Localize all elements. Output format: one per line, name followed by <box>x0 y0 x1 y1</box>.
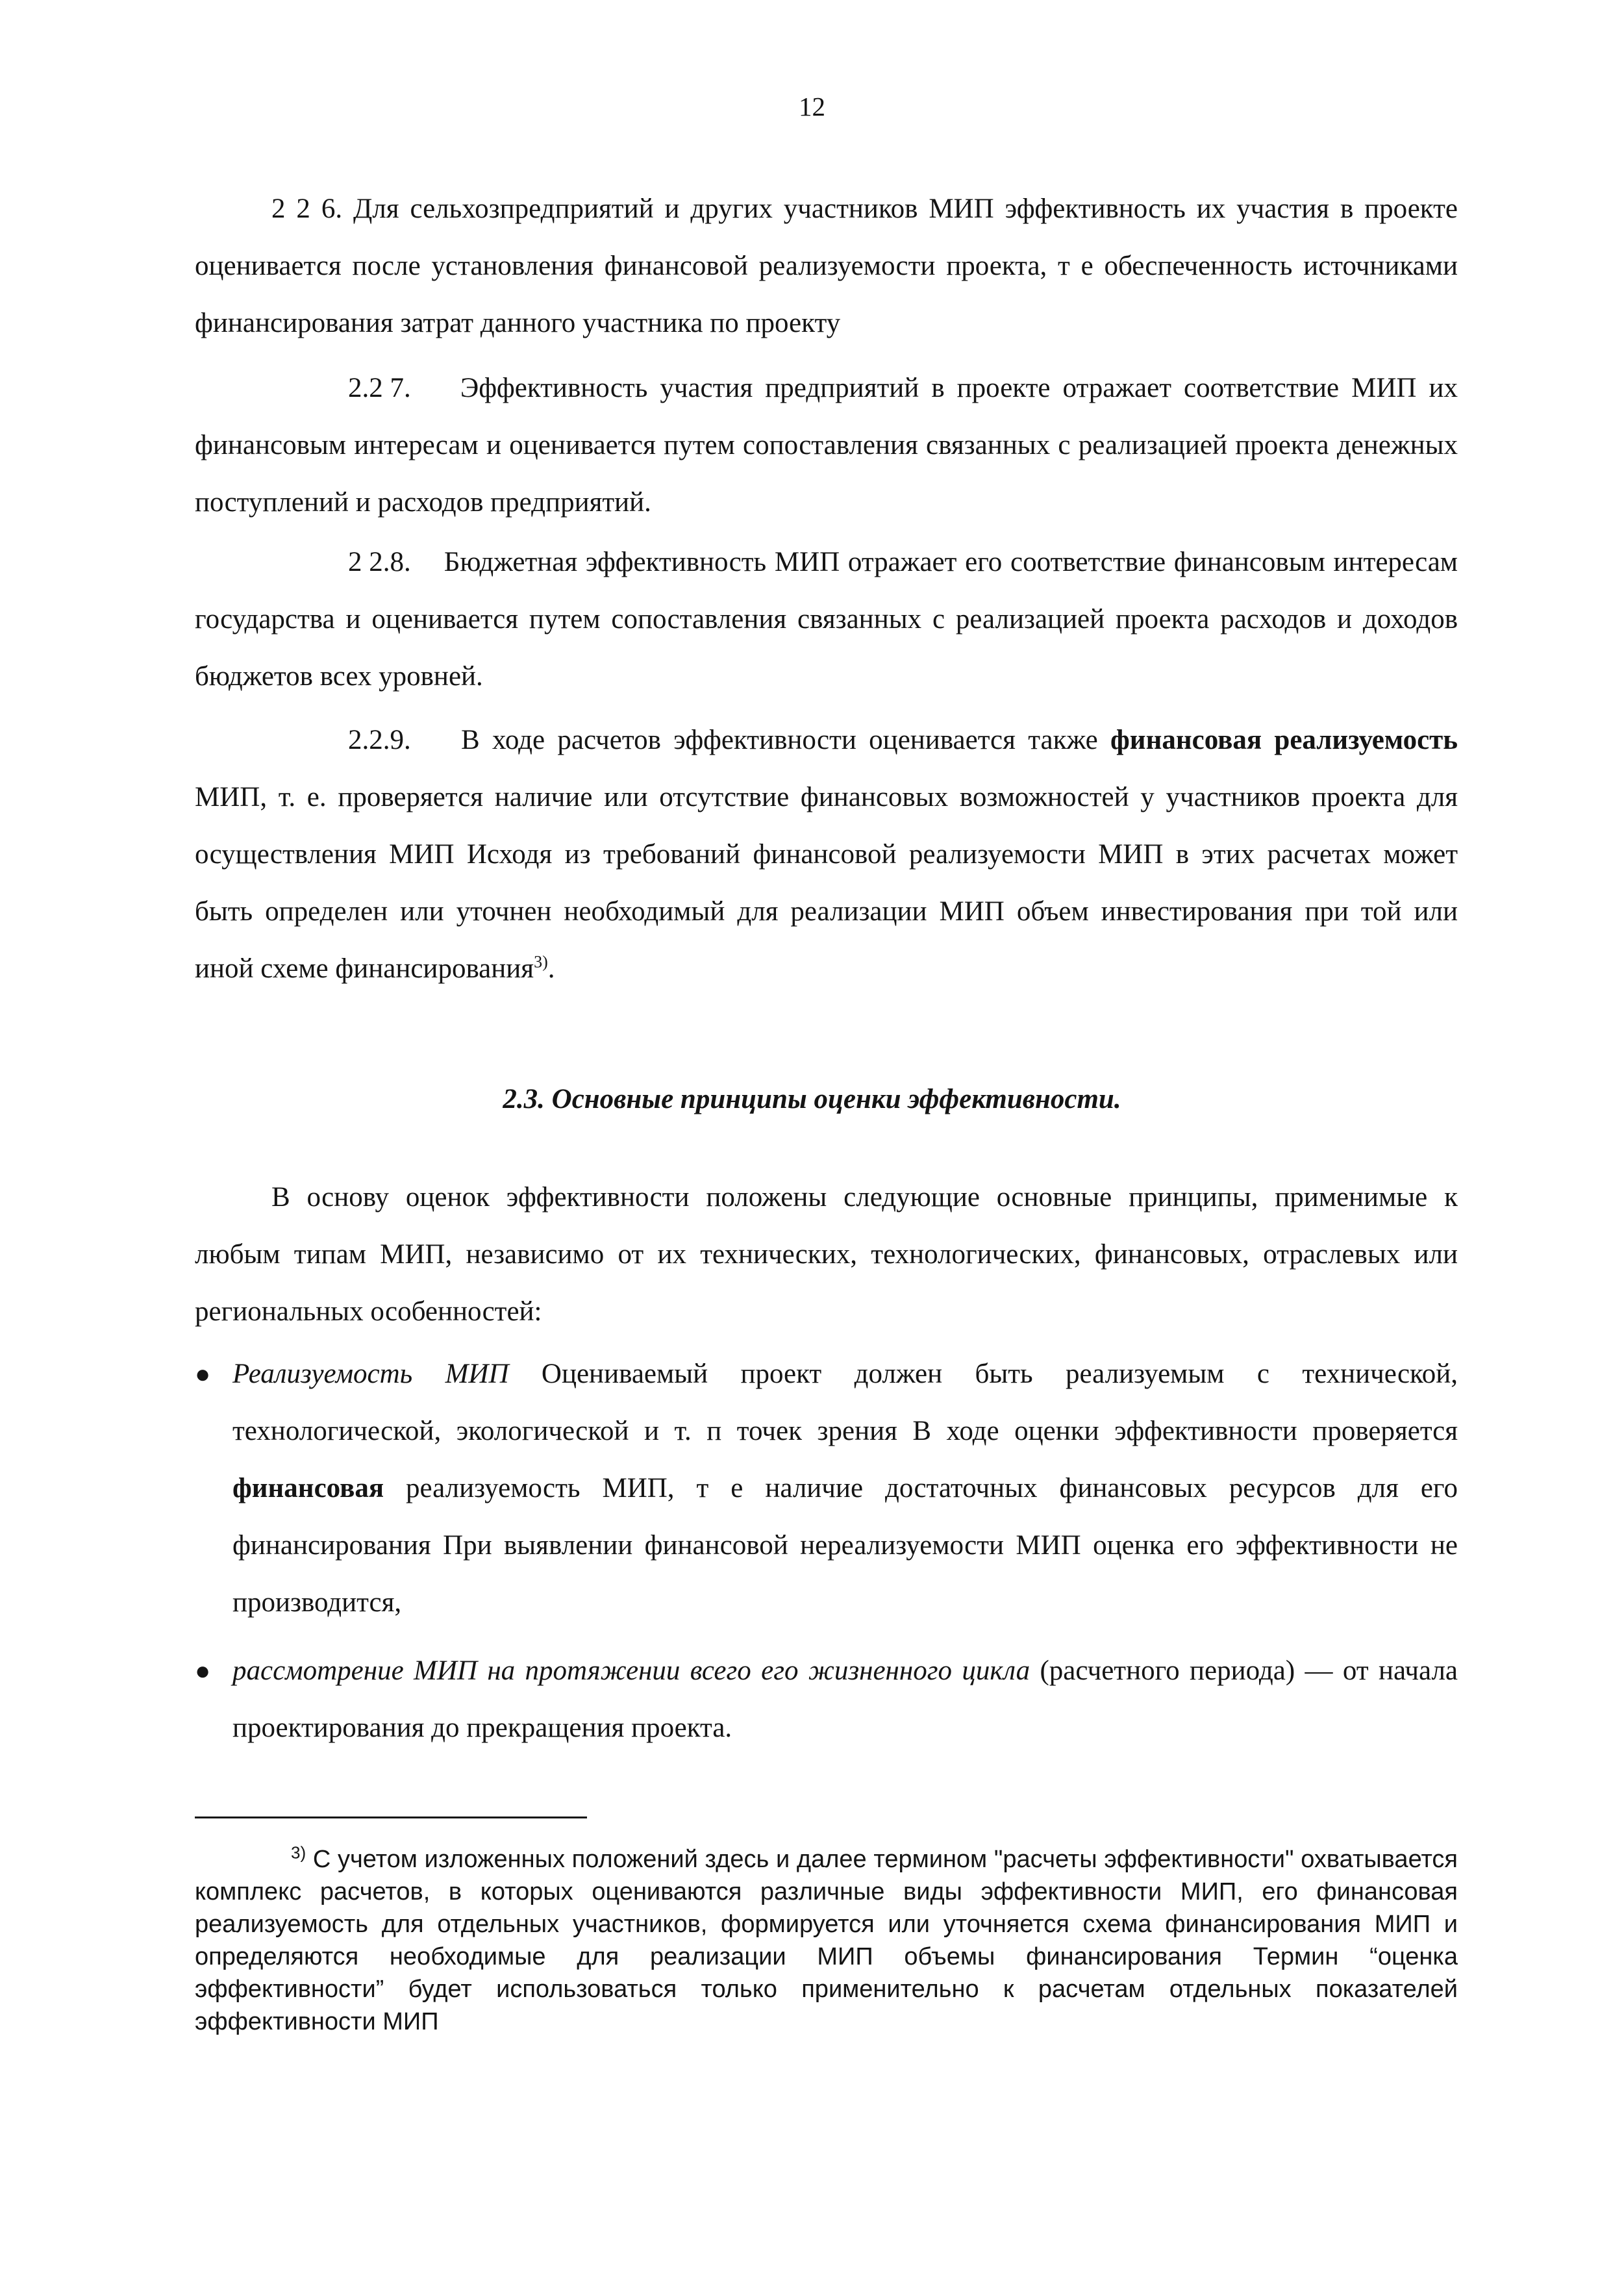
intro-text: В основу оценок эффективности положены следующие основные принципы, применимые к любым типам МИП, независимо от их технических, технологических, финансовых, отраслевых или региональных особенностей: <box>195 1182 1458 1327</box>
bold-term: финансовая реализуемость <box>1110 725 1458 755</box>
principles-list <box>195 1346 1458 1768</box>
paragraph-text: В ходе расчетов эффективности оценивается также <box>460 725 1098 755</box>
principle-text-continued: реализуемость МИП, т е наличие достаточных финансовых ресурсов для его финансирования При выявлении финансовой нереализуемости МИП оценка его эффективности не производится, <box>232 1473 1458 1618</box>
section-heading: 2.3. Основные принципы оценки эффективности. <box>503 1084 1121 1114</box>
page-number: 12 <box>799 92 825 121</box>
section-intro <box>195 1169 1458 1340</box>
footnote-text: С учетом изложенных положений здесь и далее термином "расчеты эффективности" охватывается комплекс расчетов, в которых оцениваются различные виды эффективности МИП, его финансовая реализуемость для отдельных участников, формируется или уточняется схема финансирования МИП и определяются необходимые для реализации МИП объемы финансирования Термин “оценка эффективности” будет использоваться только применительно к расчетам отдельных показателей эффективности МИП <box>195 1846 1458 2035</box>
paragraph-2-2-9 <box>195 712 1458 998</box>
paragraph-text-continued: МИП, т. е. проверяется наличие или отсутствие финансовых возможностей у участников проекта для осуществления МИП Исходя из требований финансовой реализуемости МИП в этих расчетах может быть определен или уточнен необходимый для реализации МИП объем инвестирования при той или иной схеме финансирования <box>195 782 1458 984</box>
footnote <box>195 1843 1458 2038</box>
paragraph-text: 2 2 6. Для сельхозпредприятий и других участников МИП эффективность их участия в проекте оценивается после установления финансовой реализуемости проекта, т е обеспеченность источниками финансирования затрат данного участника по проекту <box>195 194 1458 338</box>
paragraph-2-2-6 <box>195 181 1458 352</box>
principle-text: Оцениваемый проект должен быть реализуемым с технической, технологической, экологической и т. п точек зрения В ходе оценки эффективности проверяется <box>232 1359 1458 1446</box>
list-item <box>195 1346 1458 1631</box>
paragraph-end: . <box>547 953 555 984</box>
paragraph-2-2-7 <box>195 360 1458 531</box>
paragraph-2-2-8 <box>195 534 1458 705</box>
paragraph-number: 2.2.9. <box>348 725 411 755</box>
paragraph-text: Эффективность участия предприятий в проекте отражает соответствие МИП их финансовым интересам и оценивается путем сопоставления связанных с реализацией проекта денежных поступлений и расходов предприятий. <box>195 373 1458 518</box>
principle-text: (расчетного периода) — от начала проектирования до прекращения проекта. <box>232 1655 1458 1743</box>
footnote-reference: 3) <box>534 952 548 972</box>
bullet-icon: ● <box>195 1359 211 1389</box>
paragraph-text: Бюджетная эффективность МИП отражает его соответствие финансовым интересам государства и оценивается путем сопоставления связанных с реализацией проекта расходов и доходов бюджетов всех уровней. <box>195 547 1458 692</box>
bullet-icon: ● <box>195 1656 211 1685</box>
footnote-divider <box>195 1817 587 1818</box>
principle-title: рассмотрение МИП на протяжении всего его жизненного цикла <box>232 1655 1031 1686</box>
principle-title: Реализуемость МИП <box>232 1359 509 1389</box>
bold-term: финансовая <box>232 1473 384 1503</box>
paragraph-number: 2.2 7. <box>348 373 411 403</box>
paragraph-number: 2 2.8. <box>348 547 411 577</box>
footnote-mark: 3) <box>291 1842 306 1863</box>
list-item <box>195 1642 1458 1757</box>
